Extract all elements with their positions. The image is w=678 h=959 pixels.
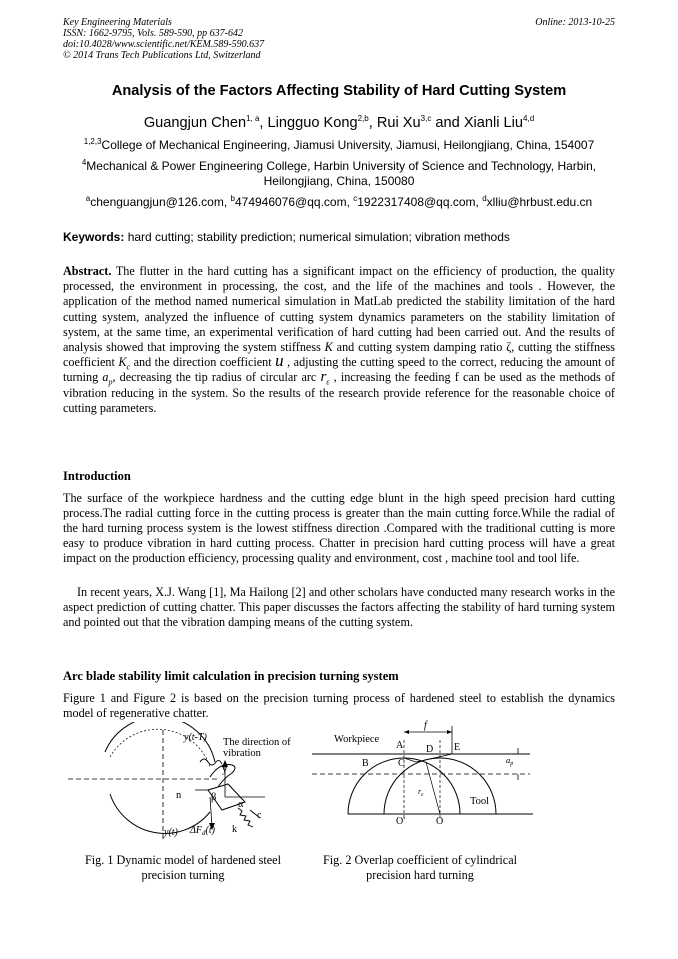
doi-line: doi:10.4028/www.scientific.net/KEM.589-590.637: [63, 39, 265, 50]
intro-paragraph-1: The surface of the workpiece hardness and the cutting edge blunt in the high speed precision hard cutting process.The radial cutting force in the cutting process is greater than the main cutting force.While the radial of the hard turning process system is the lowest stiffness direction .Compared with the traditional cutting is more easy to produce vibration in hard cutting process. Chatter in precision hard cutting process will have a great impact on the production efficiency, processing quality and environment, cost , machine tool and tool life.: [63, 491, 615, 565]
issn-line: ISSN: 1662-9795, Vols. 589-590, pp 637-642: [63, 28, 243, 39]
fig1-label-c: c: [257, 810, 262, 821]
abstract-label: Abstract.: [63, 264, 112, 278]
fig2-label-O: O: [436, 816, 444, 827]
affiliation-1: $^{1,2,3}$College of Mechanical Engineering, Jiamusi University, Jiamusi, Heilongjiang, China, 154007: [83, 137, 595, 152]
fig1-label-force: $\Delta F_d(t)$: [190, 825, 215, 837]
figure-2-diagram: [308, 718, 618, 848]
author-3: Rui Xu: [376, 115, 421, 131]
fig2-label-ap: $a_p$: [506, 755, 514, 767]
fig1-label-alpha: α: [238, 799, 244, 810]
fig2-label-O-prime: O': [396, 816, 406, 827]
author-emails: $^a$chenguangjun@126.com, $^b$474946076@qq.com, $^c$1922317408@qq.com, $^d$xlliu@hrbust.edu.cn: [85, 194, 593, 209]
affiliation-2: $^4$Mechanical & Power Engineering College, Harbin University of Science and Technology, Harbin, Heilongjiang, China, 150080: [81, 158, 597, 188]
fig2-label-workpiece: Workpiece: [334, 734, 380, 745]
author-2: Lingguo Kong: [267, 115, 358, 131]
fig1-label-k: k: [232, 824, 237, 835]
intro-paragraph-2: In recent years, X.J. Wang [1], Ma Hailong [2] and other scholars have conducted many research works in the aspect prediction of cutting chatter. This paper discusses the factors affecting the stability of hard turning system and pointed out that the vibration damping means of the cutting system.: [63, 585, 615, 629]
fig2-label-B: B: [362, 758, 369, 769]
author-4: Xianli Liu: [463, 115, 524, 131]
fig1-label-beta: β: [211, 792, 217, 803]
section-heading-arc-blade: Arc blade stability limit calculation in precision turning system: [63, 669, 399, 683]
fig1-label-y: y: [222, 764, 228, 775]
figure-1-caption: Fig. 1 Dynamic model of hardened steel precision turning: [85, 853, 281, 882]
abstract: Abstract. The flutter in the hard cutting has a significant impact on the efficiency of production, the quality processed, the environment in processing, the cost, and the life of the machines and tools . However, the application of the method named numerical simulation in MatLab predicted the stability limitation of the hard cutting system, analyzed the influence of cutting system dynamics parameters on the stability limitation of system, at the same time, an experimental verification of hard cutting had been carried out. And the results of analysis showed that improving the system stiffness K and cutting system damping ratio ζ, cutting the stiffness coefficient $K_c$ and the direction coefficient u , adjusting the cutting speed to the correct, reducing the amount of turning $a_p$, decreasing the tip radius of circular arc $r_\varepsilon$ , increasing the feeding f can be used as the methods of vibration reducing in the system. So the results of the research provide reference for the reasonable choice of cutting parameters.: [63, 264, 616, 415]
figure-2-caption: Fig. 2 Overlap coefficient of cylindrical precision hard turning: [322, 853, 518, 882]
fig2-label-D: D: [426, 744, 434, 755]
fig1-label-n: n: [176, 790, 182, 801]
journal-name: Key Engineering Materials: [63, 17, 172, 28]
paper-title: Analysis of the Factors Affecting Stability of Hard Cutting System: [111, 83, 567, 99]
keywords-label: Keywords:: [63, 230, 125, 244]
keywords: [63, 230, 615, 245]
author-1: Guangjun Chen: [143, 115, 247, 131]
fig2-label-radius: $r_\varepsilon$: [418, 787, 424, 798]
figure-1-diagram: [60, 722, 310, 847]
fig2-label-tool: Tool: [470, 796, 490, 807]
email-d[interactable]: xlliu@hrbust.edu.cn: [486, 195, 593, 209]
journal-header: [63, 17, 264, 61]
fig2-label-C: C: [398, 758, 405, 769]
email-a[interactable]: chenguangjun@126.com,: [90, 195, 228, 209]
fig2-label-A: A: [396, 740, 404, 751]
email-b[interactable]: 474946076@qq.com,: [234, 195, 350, 209]
fig1-label-y-t-minus-T: y(t-T): [184, 732, 207, 743]
fig2-label-E: E: [454, 742, 461, 753]
copyright-line: © 2014 Trans Tech Publications Ltd, Switzerland: [63, 50, 261, 61]
author-list: Guangjun Chen$^{1, a}$, Lingguo Kong$^{2,b}$, Rui Xu$^{3,c}$ and Xianli Liu$^{4,d}$: [143, 114, 535, 131]
fig1-label-y-t: y(t): [164, 827, 178, 838]
fig2-label-f: f: [424, 720, 427, 731]
online-date: Online: 2013-10-25: [535, 17, 615, 28]
section2-paragraph-1: Figure 1 and Figure 2 is based on the precision turning process of hardened steel to establish the dynamics model of regenerative chatter.: [63, 691, 615, 720]
section-heading-introduction: Introduction: [63, 469, 131, 483]
keywords-text: hard cutting; stability prediction; numerical simulation; vibration methods: [127, 230, 510, 244]
fig1-label-direction: The direction of: [223, 737, 291, 748]
email-c[interactable]: 1922317408@qq.com,: [357, 195, 479, 209]
svg-text:vibration: vibration: [223, 748, 261, 759]
